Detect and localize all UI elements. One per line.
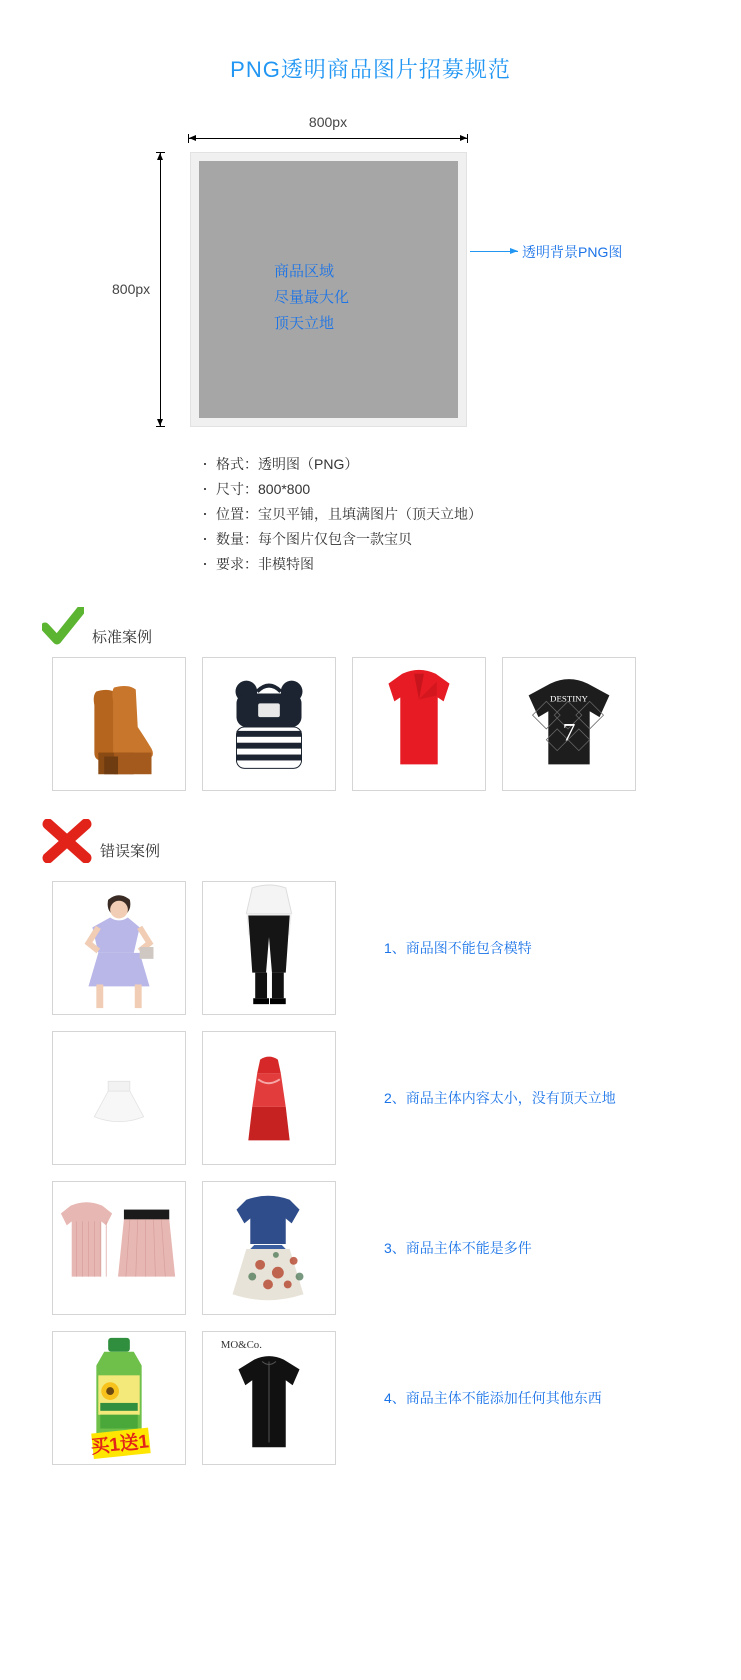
spec-item: · 尺寸：800*800 xyxy=(200,477,741,502)
good-examples-thumbs xyxy=(0,657,741,791)
spec-item: · 格式：透明图（PNG） xyxy=(200,452,741,477)
bad-example-model-dress xyxy=(52,881,186,1015)
spec-diagram xyxy=(0,114,741,444)
good-example-red-coat xyxy=(352,657,486,791)
bad-example-thumbs xyxy=(52,881,336,1015)
page-title: PNG透明商品图片招募规范 xyxy=(230,56,511,82)
callout-label: 透明背景PNG图 xyxy=(522,243,623,260)
bad-example-row xyxy=(0,881,741,1015)
bad-example-note: 4、商品主体不能添加任何其他东西 xyxy=(384,1389,602,1406)
bad-example-small-red-dress xyxy=(202,1031,336,1165)
width-dimension xyxy=(188,114,468,143)
bad-example-note: 3、商品主体不能是多件 xyxy=(384,1239,532,1256)
bad-example-row xyxy=(0,1181,741,1315)
brand-text: MO&Co. xyxy=(220,1338,262,1351)
bad-examples-label: 错误案例 xyxy=(100,842,161,860)
width-dimension-label: 800px xyxy=(308,113,348,130)
bad-example-bottle-with-badge xyxy=(52,1331,186,1465)
good-examples-header xyxy=(0,603,741,651)
bad-example-note: 1、商品图不能包含模特 xyxy=(384,939,532,956)
height-dimension xyxy=(112,152,182,427)
transparent-bg-callout xyxy=(470,242,622,262)
product-area-text xyxy=(274,259,349,337)
canvas-preview xyxy=(190,152,467,427)
bad-example-dress-with-brand xyxy=(202,1331,336,1465)
svg-text:7: 7 xyxy=(562,717,576,747)
spec-item: · 位置：宝贝平铺，且填满图片（顶天立地） xyxy=(200,502,741,527)
bad-example-thumbs xyxy=(52,1031,336,1165)
bad-example-small-white-dress xyxy=(52,1031,186,1165)
cross-mark-icon xyxy=(42,819,92,863)
svg-text:DESTINY: DESTINY xyxy=(550,693,588,704)
bad-example-two-items-pink xyxy=(52,1181,186,1315)
bad-example-row xyxy=(0,1031,741,1165)
good-example-boots xyxy=(52,657,186,791)
product-area xyxy=(199,161,458,418)
check-mark-icon xyxy=(42,607,84,647)
bad-example-thumbs xyxy=(52,1181,336,1315)
product-area-line-3: 顶天立地 xyxy=(274,314,335,332)
promo-badge-text: 买1送1 xyxy=(89,1429,150,1457)
height-arrow-icon xyxy=(156,152,165,427)
bad-examples-header xyxy=(0,817,741,865)
good-example-sweater xyxy=(502,657,636,791)
bad-example-row xyxy=(0,1331,741,1465)
width-arrow-icon xyxy=(188,134,468,143)
spec-requirements-list xyxy=(200,452,741,577)
bad-example-note: 2、商品主体内容太小，没有顶天立地 xyxy=(384,1089,616,1106)
spec-item: · 数量：每个图片仅包含一款宝贝 xyxy=(200,527,741,552)
bad-example-two-items-blue xyxy=(202,1181,336,1315)
bad-example-model-pants xyxy=(202,881,336,1015)
callout-arrow-icon xyxy=(470,247,518,256)
height-dimension-label: 800px xyxy=(112,281,151,298)
good-example-backpack xyxy=(202,657,336,791)
product-area-line-1: 商品区域 xyxy=(274,262,335,280)
bad-example-thumbs xyxy=(52,1331,336,1465)
good-examples-section xyxy=(0,603,741,791)
spec-item: · 要求：非模特图 xyxy=(200,552,741,577)
bad-examples-section xyxy=(0,817,741,1465)
product-area-line-2: 尽量最大化 xyxy=(274,288,350,306)
good-examples-label: 标准案例 xyxy=(92,628,153,646)
